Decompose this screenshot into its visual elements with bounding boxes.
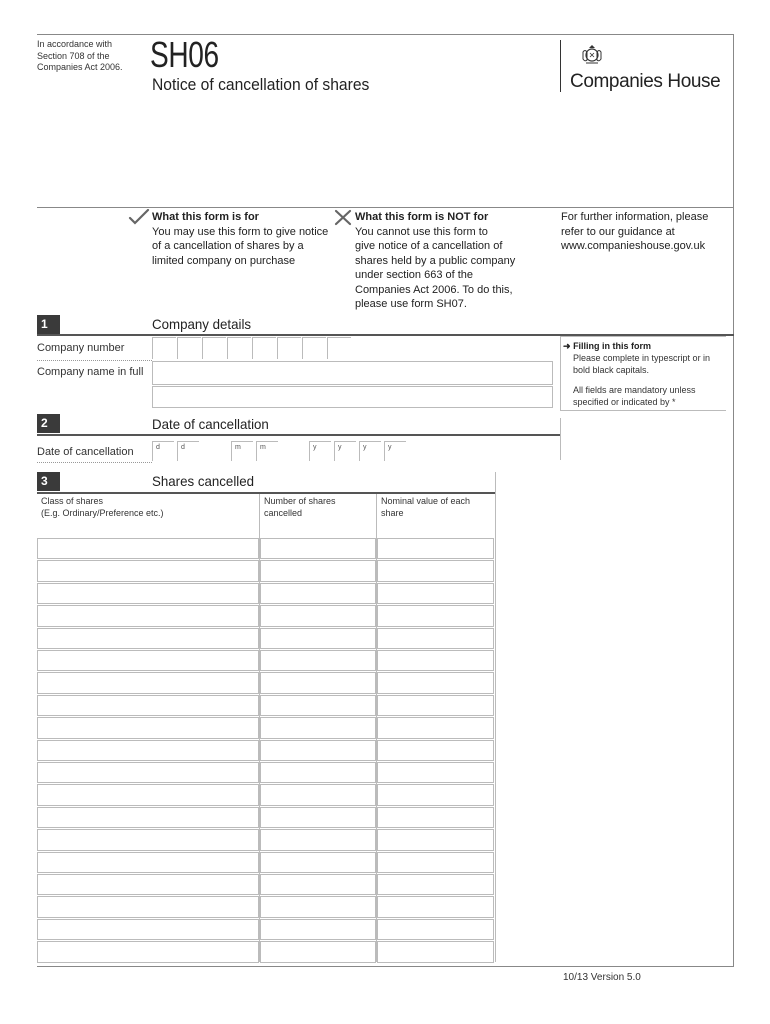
nominal-value-cell[interactable] — [377, 605, 494, 626]
table-row — [37, 829, 495, 851]
company-number-digit[interactable] — [202, 337, 226, 359]
number-cancelled-cell[interactable] — [260, 605, 376, 626]
section2-number: 2 — [37, 414, 60, 433]
column-header-number-cancelled: Number of shares cancelled — [264, 496, 336, 518]
number-cancelled-cell[interactable] — [260, 829, 376, 850]
table-row — [37, 717, 495, 739]
section3-number: 3 — [37, 472, 60, 491]
date-day-1[interactable]: d — [152, 441, 174, 461]
table-row — [37, 874, 495, 896]
class-of-shares-cell[interactable] — [37, 852, 259, 873]
nominal-value-cell[interactable] — [377, 919, 494, 940]
help-panel-bottom — [560, 410, 726, 411]
number-cancelled-cell[interactable] — [260, 852, 376, 873]
section3-right-border — [495, 472, 496, 962]
cross-icon — [333, 209, 353, 226]
date-year-2[interactable]: y — [334, 441, 356, 461]
table-row — [37, 740, 495, 762]
logo-text: Companies House — [570, 71, 721, 92]
number-cancelled-cell[interactable] — [260, 672, 376, 693]
class-of-shares-cell[interactable] — [37, 896, 259, 917]
nominal-value-cell[interactable] — [377, 829, 494, 850]
nominal-value-cell[interactable] — [377, 784, 494, 805]
table-row — [37, 941, 495, 963]
column-header-class-of-shares: Class of shares (E.g. Ordinary/Preference etc.) — [41, 496, 164, 518]
table-row — [37, 695, 495, 717]
help-heading — [563, 340, 728, 352]
nominal-value-cell[interactable] — [377, 740, 494, 761]
table-row — [37, 628, 495, 650]
company-name-line1[interactable] — [152, 361, 553, 385]
table-row — [37, 784, 495, 806]
legal-notice: In accordance with Section 708 of the Companies Act 2006. — [37, 39, 123, 72]
class-of-shares-cell[interactable] — [37, 650, 259, 671]
section3-title: Shares cancelled — [152, 473, 255, 489]
table-row — [37, 762, 495, 784]
class-of-shares-cell[interactable] — [37, 762, 259, 783]
class-of-shares-cell[interactable] — [37, 583, 259, 604]
number-cancelled-cell[interactable] — [260, 919, 376, 940]
class-of-shares-cell[interactable] — [37, 538, 259, 559]
form-not-for-body: You cannot use this form to give notice of a cancellation of shares held by a public company under section 663 of the Companies Act 2006. To do this, please use form SH07. — [355, 225, 516, 310]
section2-rule — [37, 434, 560, 436]
date-label-dotted — [37, 462, 152, 463]
class-of-shares-cell[interactable] — [37, 941, 259, 962]
number-cancelled-cell[interactable] — [260, 874, 376, 895]
company-number-input[interactable] — [152, 337, 352, 359]
number-cancelled-cell[interactable] — [260, 650, 376, 671]
number-cancelled-cell[interactable] — [260, 740, 376, 761]
class-of-shares-cell[interactable] — [37, 919, 259, 940]
number-cancelled-cell[interactable] — [260, 695, 376, 716]
form-not-for-heading: What this form is NOT for — [355, 211, 489, 223]
nominal-value-cell[interactable] — [377, 538, 494, 559]
nominal-value-cell[interactable] — [377, 852, 494, 873]
logo-divider — [560, 40, 561, 92]
table-row — [37, 896, 495, 918]
number-cancelled-cell[interactable] — [260, 538, 376, 559]
help-panel-top — [560, 336, 726, 337]
arrow-right-icon: ➜ — [563, 341, 571, 351]
frame-right-border — [733, 34, 734, 966]
company-number-label: Company number — [37, 342, 125, 354]
date-day-2[interactable]: d — [177, 441, 199, 461]
nominal-value-cell[interactable] — [377, 650, 494, 671]
table-row — [37, 538, 495, 560]
number-cancelled-cell[interactable] — [260, 941, 376, 962]
nominal-value-cell[interactable] — [377, 896, 494, 917]
table-row — [37, 583, 495, 605]
further-info-text: For further information, please refer to our guidance at www.companieshouse.gov.uk — [561, 211, 709, 252]
section1-title: Company details — [152, 316, 252, 332]
date-month-1[interactable]: m — [231, 441, 253, 461]
form-purpose-heading: What this form is for — [152, 211, 259, 223]
date-month-2[interactable]: m — [256, 441, 278, 461]
help-panel-divider — [560, 336, 561, 410]
company-number-dotted — [37, 360, 152, 361]
help-panel — [563, 340, 728, 408]
check-icon — [128, 209, 150, 225]
section2-title: Date of cancellation — [152, 416, 269, 432]
nominal-value-cell[interactable] — [377, 560, 494, 581]
date-year-1[interactable]: y — [309, 441, 331, 461]
number-cancelled-cell[interactable] — [260, 628, 376, 649]
nominal-value-cell[interactable] — [377, 717, 494, 738]
class-of-shares-cell[interactable] — [37, 560, 259, 581]
nominal-value-cell[interactable] — [377, 762, 494, 783]
number-cancelled-cell[interactable] — [260, 583, 376, 604]
number-cancelled-cell[interactable] — [260, 807, 376, 828]
number-cancelled-cell[interactable] — [260, 784, 376, 805]
help-heading-text: Filling in this form — [573, 341, 652, 351]
column-header-nominal-value: Nominal value of each share — [381, 496, 471, 518]
info-divider — [37, 207, 734, 208]
number-cancelled-cell[interactable] — [260, 560, 376, 581]
nominal-value-cell[interactable] — [377, 807, 494, 828]
table-row — [37, 919, 495, 941]
nominal-value-cell[interactable] — [377, 941, 494, 962]
table-row — [37, 852, 495, 874]
nominal-value-cell[interactable] — [377, 583, 494, 604]
company-name-line2[interactable] — [152, 386, 553, 408]
class-of-shares-cell[interactable] — [37, 784, 259, 805]
company-number-digit[interactable] — [302, 337, 326, 359]
date-year-4[interactable]: y — [384, 441, 406, 461]
table-row — [37, 605, 495, 627]
number-cancelled-cell[interactable] — [260, 896, 376, 917]
form-purpose-body: You may use this form to give notice of a cancellation of shares by a limited company on purchase — [152, 225, 329, 267]
company-number-digit[interactable] — [177, 337, 201, 359]
section3-rule — [37, 492, 495, 494]
form-purpose — [152, 210, 332, 268]
frame-bottom-border — [37, 966, 734, 967]
further-info — [561, 210, 731, 254]
class-of-shares-cell[interactable] — [37, 605, 259, 626]
class-of-shares-cell[interactable] — [37, 807, 259, 828]
frame-top-border — [37, 34, 734, 35]
class-of-shares-cell[interactable] — [37, 717, 259, 738]
section1-number: 1 — [37, 315, 60, 334]
version-label: 10/13 Version 5.0 — [563, 972, 641, 983]
form-title: Notice of cancellation of shares — [152, 75, 370, 94]
company-number-digit[interactable] — [277, 337, 301, 359]
class-of-shares-cell[interactable] — [37, 874, 259, 895]
date-year-3[interactable]: y — [359, 441, 381, 461]
company-name-label: Company name in full — [37, 366, 144, 378]
help-body: Please complete in typescript or in bold black capitals. — [573, 353, 711, 375]
class-of-shares-cell[interactable] — [37, 695, 259, 716]
company-number-digit[interactable] — [327, 337, 351, 359]
table-row — [37, 560, 495, 582]
table-row — [37, 672, 495, 694]
class-of-shares-cell[interactable] — [37, 672, 259, 693]
nominal-value-cell[interactable] — [377, 628, 494, 649]
date-of-cancellation-label: Date of cancellation — [37, 446, 134, 458]
class-of-shares-cell[interactable] — [37, 740, 259, 761]
nominal-value-cell[interactable] — [377, 695, 494, 716]
table-row — [37, 807, 495, 829]
table-row — [37, 650, 495, 672]
crest-icon — [580, 42, 604, 66]
section2-side-divider — [560, 418, 561, 460]
number-cancelled-cell[interactable] — [260, 717, 376, 738]
company-number-digit[interactable] — [252, 337, 276, 359]
company-number-digit[interactable] — [227, 337, 251, 359]
class-of-shares-cell[interactable] — [37, 628, 259, 649]
number-cancelled-cell[interactable] — [260, 762, 376, 783]
help-mandatory: All fields are mandatory unless specified or indicated by * — [573, 385, 696, 407]
nominal-value-cell[interactable] — [377, 672, 494, 693]
form-code: SH06 — [150, 34, 219, 75]
class-of-shares-cell[interactable] — [37, 829, 259, 850]
company-number-digit[interactable] — [152, 337, 176, 359]
nominal-value-cell[interactable] — [377, 874, 494, 895]
form-not-for — [355, 210, 545, 312]
